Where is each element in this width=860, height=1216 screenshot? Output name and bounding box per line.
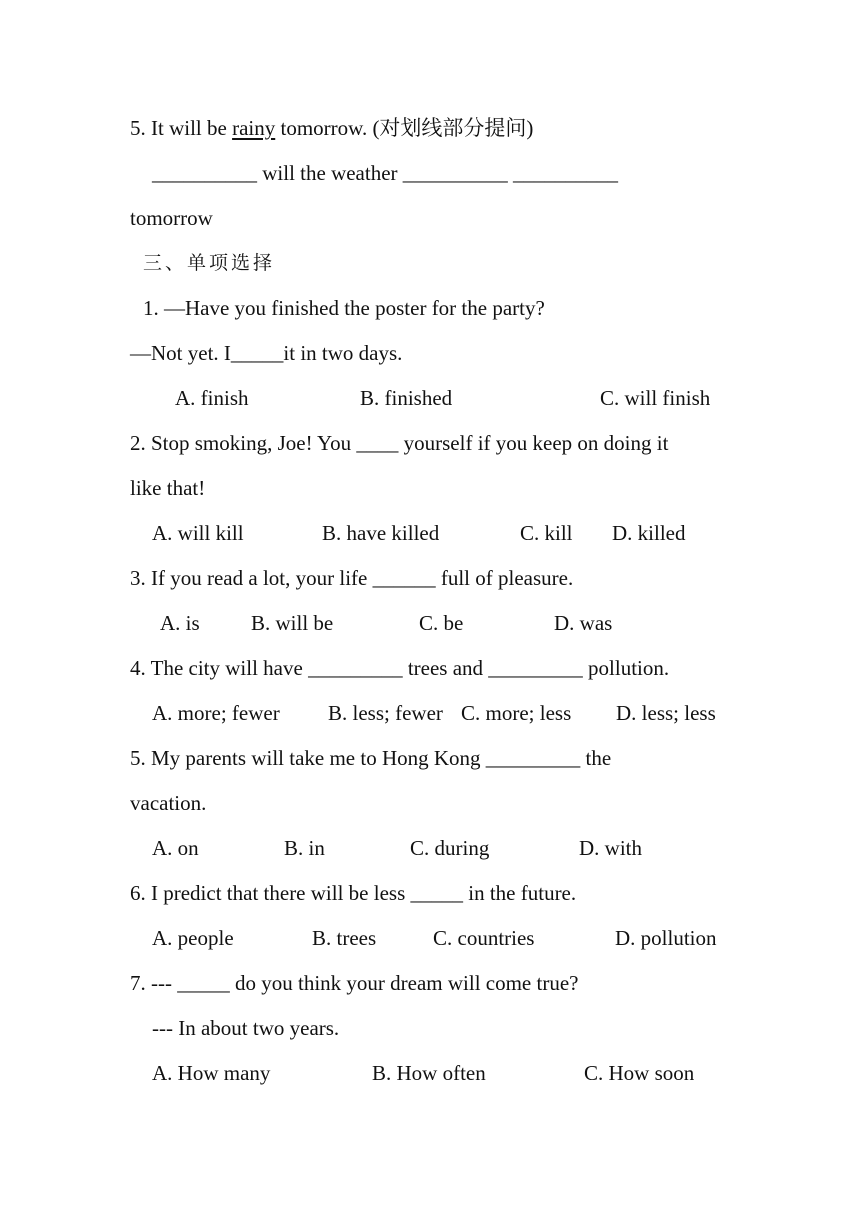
option-a: A. is	[160, 611, 200, 635]
option-a: A. How many	[152, 1061, 271, 1085]
option-b: B. will be	[251, 611, 334, 635]
question-6-text: 6. I predict that there will be less _____ in the future.	[130, 881, 577, 905]
option-d: D. was	[554, 611, 613, 635]
option-a: A. on	[152, 836, 199, 860]
option-c: C. more; less	[461, 701, 572, 725]
question-4-text: 4. The city will have _________ trees and _________ pollution.	[130, 656, 670, 680]
option-d: D. pollution	[615, 926, 717, 950]
option-c: C. will finish	[600, 386, 711, 410]
option-d: D. less; less	[616, 701, 716, 725]
question-1-text: 1. —Have you finished the poster for the party?	[143, 296, 545, 320]
question-5-text: 5. My parents will take me to Hong Kong _________ the	[130, 746, 612, 770]
option-b: B. have killed	[322, 521, 440, 545]
question-1-text: —Not yet. I_____it in two days.	[130, 341, 403, 365]
question-2-text: 2. Stop smoking, Joe! You ____ yourself if you keep on doing it	[130, 431, 669, 455]
question-7-text: 7. --- _____ do you think your dream will come true?	[130, 971, 579, 995]
option-a: A. more; fewer	[152, 701, 280, 725]
option-b: B. trees	[312, 926, 377, 950]
option-c: C. kill	[520, 521, 573, 545]
option-b: B. less; fewer	[328, 701, 443, 725]
rewrite-question-5	[130, 116, 533, 140]
question-5-text: vacation.	[130, 791, 207, 815]
option-b: B. finished	[360, 386, 453, 410]
option-c: C. How soon	[584, 1061, 695, 1085]
underlined-word: rainy	[232, 116, 276, 140]
answer-blank-line: __________ will the weather __________ __________	[152, 161, 619, 185]
option-a: A. people	[152, 926, 234, 950]
question-3-text: 3. If you read a lot, your life ______ full of pleasure.	[130, 566, 574, 590]
section-heading: 三、单项选择	[143, 252, 276, 274]
answer-blank-line: tomorrow	[130, 206, 213, 230]
option-b: B. in	[284, 836, 325, 860]
question-text: tomorrow. (对划线部分提问)	[275, 116, 534, 140]
option-a: A. will kill	[152, 521, 244, 545]
option-d: D. killed	[612, 521, 686, 545]
option-c: C. be	[419, 611, 464, 635]
option-b: B. How often	[372, 1061, 486, 1085]
option-c: C. countries	[433, 926, 535, 950]
question-2-text: like that!	[130, 476, 206, 500]
question-text: 5. It will be	[130, 116, 233, 140]
question-7-text: --- In about two years.	[152, 1016, 340, 1040]
option-a: A. finish	[175, 386, 249, 410]
option-d: D. with	[579, 836, 642, 860]
option-c: C. during	[410, 836, 490, 860]
